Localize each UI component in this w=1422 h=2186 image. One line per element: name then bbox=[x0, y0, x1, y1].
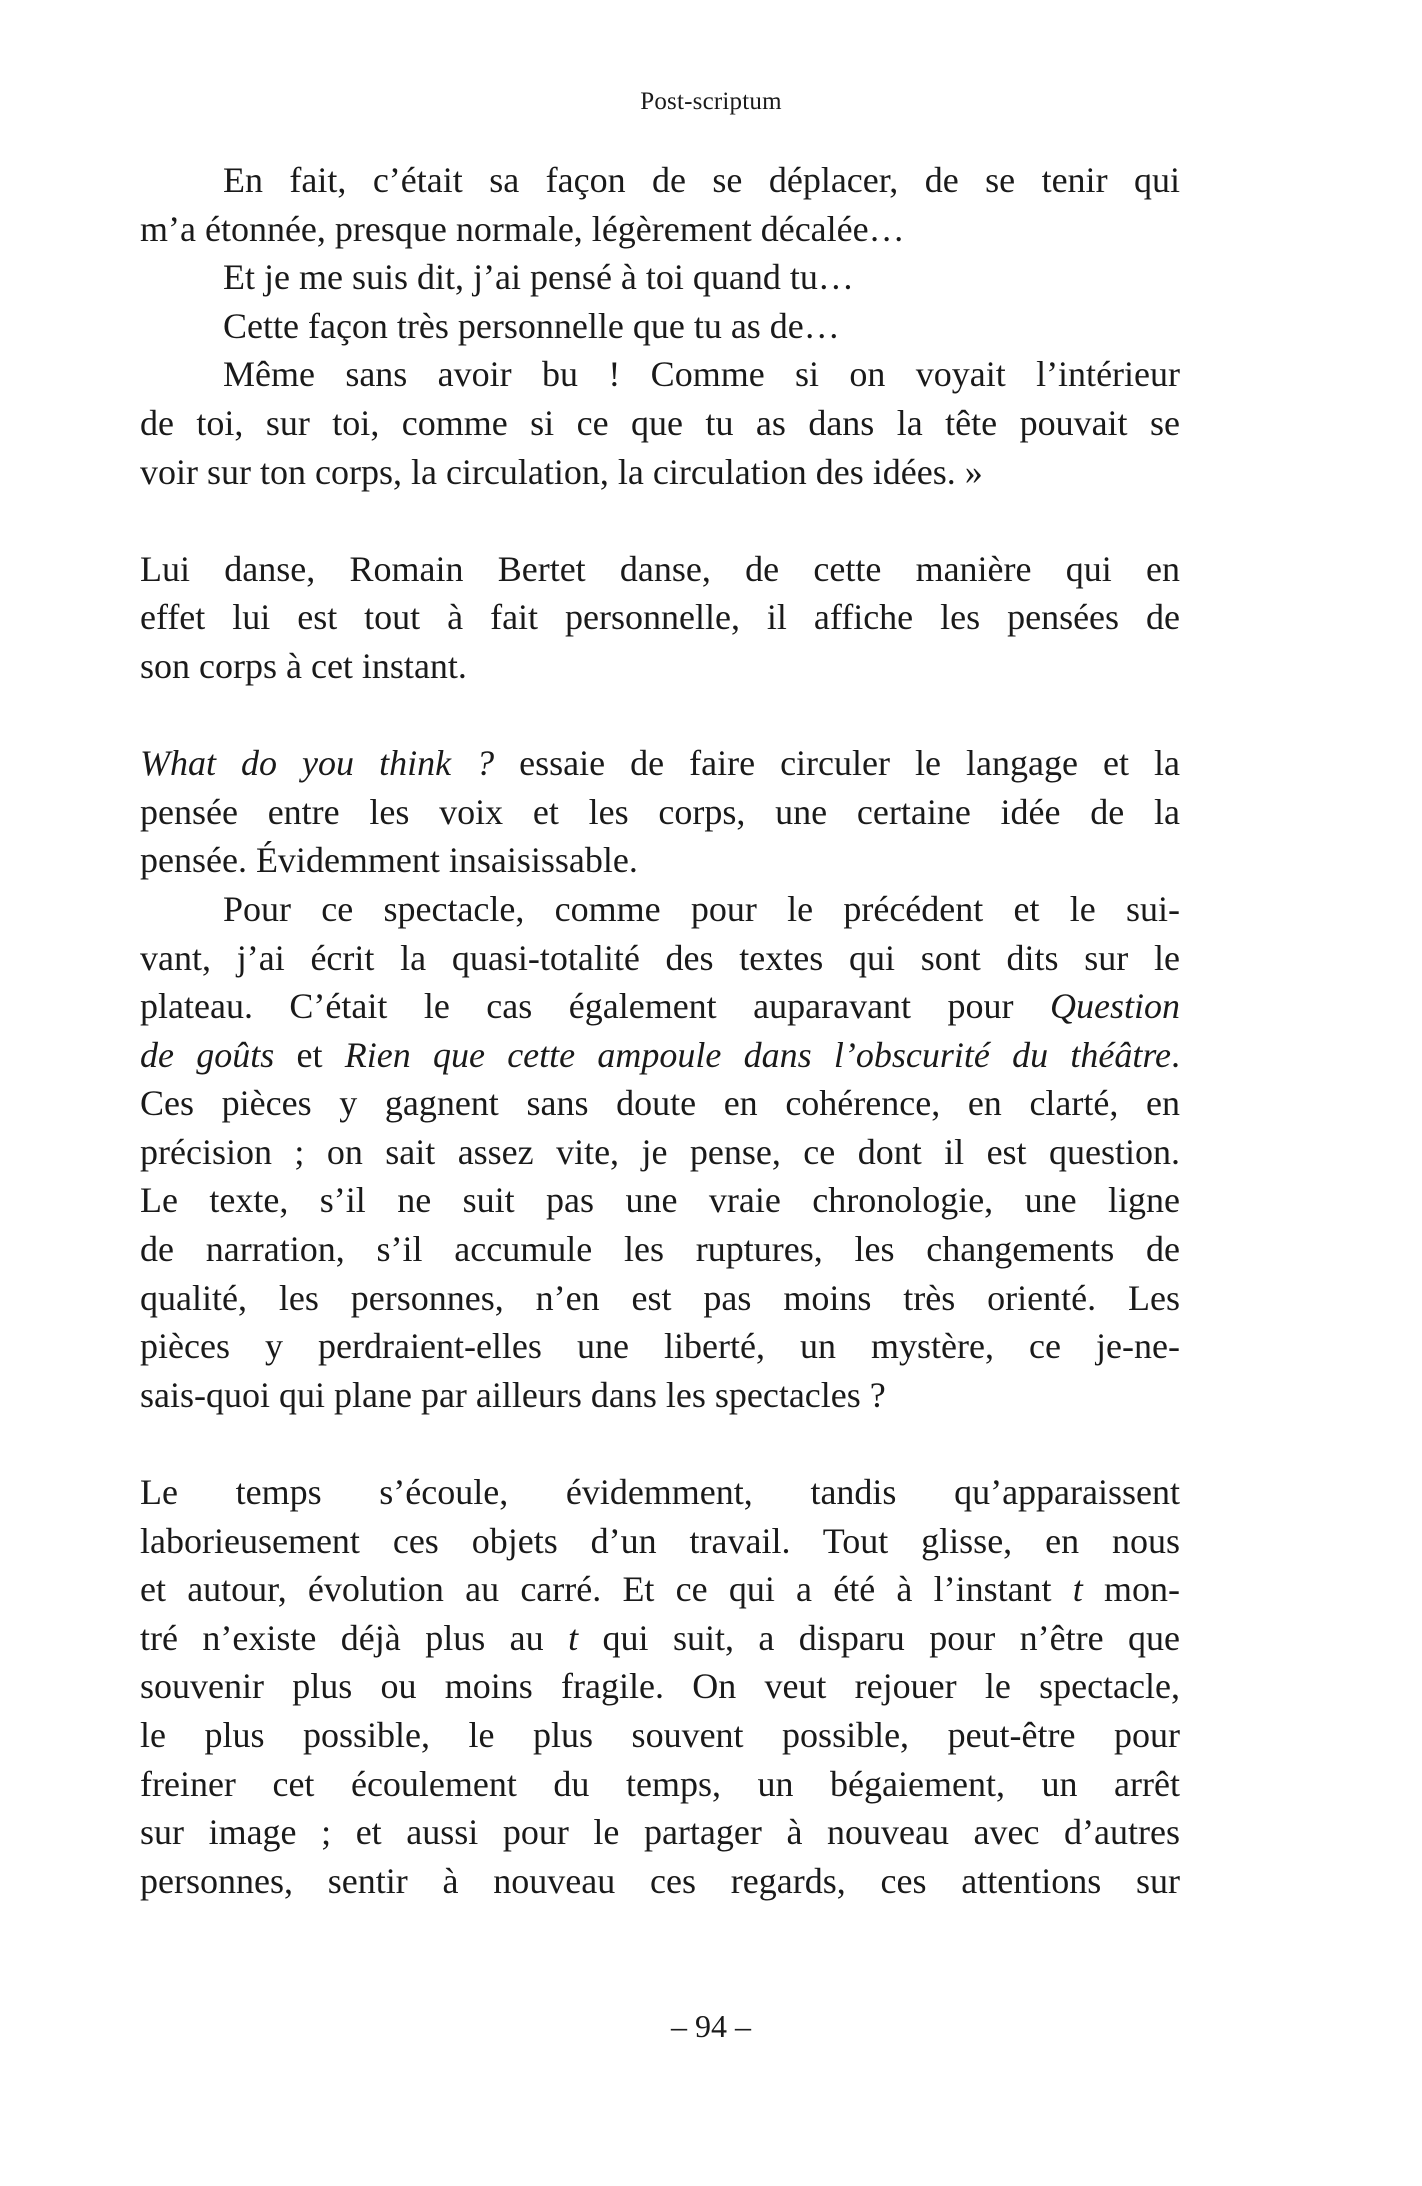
text-line: freiner cet écoulement du temps, un bégaiement, un arrêt bbox=[140, 1763, 1180, 1804]
text-line: pensée. Évidemment insaisissable. bbox=[140, 840, 638, 881]
text-line: qualité, les personnes, n’en est pas moins très orienté. Les bbox=[140, 1277, 1180, 1318]
text-line: Et je me suis dit, j’ai pensé à toi quand tu… bbox=[223, 257, 854, 298]
body-text bbox=[140, 156, 1180, 1905]
text-line: pensée entre les voix et les corps, une certaine idée de la bbox=[140, 791, 1180, 832]
text-segment: mon- bbox=[1082, 1569, 1180, 1610]
italic-text: Question bbox=[1050, 986, 1180, 1027]
text-line: de toi, sur toi, comme si ce que tu as dans la tête pouvait se bbox=[140, 402, 1180, 443]
text-line: effet lui est tout à fait personnelle, il affiche les pensées de bbox=[140, 597, 1180, 638]
text-line bbox=[140, 1565, 1180, 1614]
text-line: sais-quoi qui plane par ailleurs dans les spectacles ? bbox=[140, 1374, 886, 1415]
text-line: pièces y perdraient-elles une liberté, un mystère, ce je-ne- bbox=[140, 1326, 1180, 1367]
text-line: vant, j’ai écrit la quasi-totalité des textes qui sont dits sur le bbox=[140, 937, 1180, 978]
text-line: souvenir plus ou moins fragile. On veut rejouer le spectacle, bbox=[140, 1666, 1180, 1707]
text-line: le plus possible, le plus souvent possible, peut-être pour bbox=[140, 1715, 1180, 1755]
text-line: Lui danse, Romain Bertet danse, de cette manière qui en bbox=[140, 548, 1180, 589]
text-line: Le texte, s’il ne suit pas une vraie chronologie, une ligne bbox=[140, 1180, 1180, 1221]
section-break bbox=[140, 1419, 1180, 1468]
text-line: En fait, c’était sa façon de se déplacer, de se tenir qui bbox=[223, 160, 1180, 200]
text-segment: qui suit, a disparu pour n’être que bbox=[578, 1617, 1180, 1658]
italic-text: de goûts bbox=[140, 1034, 275, 1075]
text-line: de narration, s’il accumule les ruptures, les changements de bbox=[140, 1229, 1180, 1270]
page-number: – 94 – bbox=[671, 2008, 751, 2044]
text-segment: tré n’existe déjà plus au bbox=[140, 1617, 569, 1658]
text-line: son corps à cet instant. bbox=[140, 645, 467, 686]
text-segment: plateau. C’était le cas également auparavant pour bbox=[140, 986, 1050, 1027]
text-line bbox=[140, 739, 1180, 788]
text-segment: et autour, évolution au carré. Et ce qui a été à l’instant bbox=[140, 1569, 1073, 1610]
text-line: Ces pièces y gagnent sans doute en cohérence, en clarté, en bbox=[140, 1083, 1180, 1124]
text-line: voir sur ton corps, la circulation, la circulation des idées. » bbox=[140, 451, 983, 492]
text-line: sur image ; et aussi pour le partager à nouveau avec d’autres bbox=[140, 1812, 1180, 1853]
text-line: m’a étonnée, presque normale, légèrement décalée… bbox=[140, 208, 905, 249]
text-line: Pour ce spectacle, comme pour le précédent et le sui- bbox=[223, 888, 1180, 929]
text-line: Cette façon très personnelle que tu as de… bbox=[223, 305, 840, 346]
text-line bbox=[140, 982, 1180, 1031]
text-line bbox=[140, 1614, 1180, 1663]
italic-text: What do you think ? bbox=[140, 743, 495, 784]
running-head: Post-scriptum bbox=[640, 88, 782, 115]
section-break bbox=[140, 496, 1180, 545]
text-segment: et bbox=[274, 1034, 345, 1075]
text-line: personnes, sentir à nouveau ces regards, ces attentions sur bbox=[140, 1860, 1180, 1901]
text-line: Le temps s’écoule, évidemment, tandis qu’apparaissent bbox=[140, 1472, 1180, 1513]
text-line bbox=[140, 1031, 1180, 1080]
text-line: précision ; on sait assez vite, je pense, ce dont il est question. bbox=[140, 1131, 1180, 1172]
text-segment: essaie de faire circuler le langage et la bbox=[494, 743, 1180, 784]
text-segment: . bbox=[1171, 1034, 1180, 1075]
italic-text: t bbox=[568, 1617, 579, 1658]
italic-text: Rien que cette ampoule dans l’obscurité du théâtre bbox=[344, 1034, 1172, 1075]
text-line: Même sans avoir bu ! Comme si on voyait l’intérieur bbox=[223, 354, 1180, 395]
italic-text: t bbox=[1072, 1569, 1083, 1610]
section-break bbox=[140, 691, 1180, 740]
text-line: laborieusement ces objets d’un travail. Tout glisse, en nous bbox=[140, 1520, 1180, 1561]
